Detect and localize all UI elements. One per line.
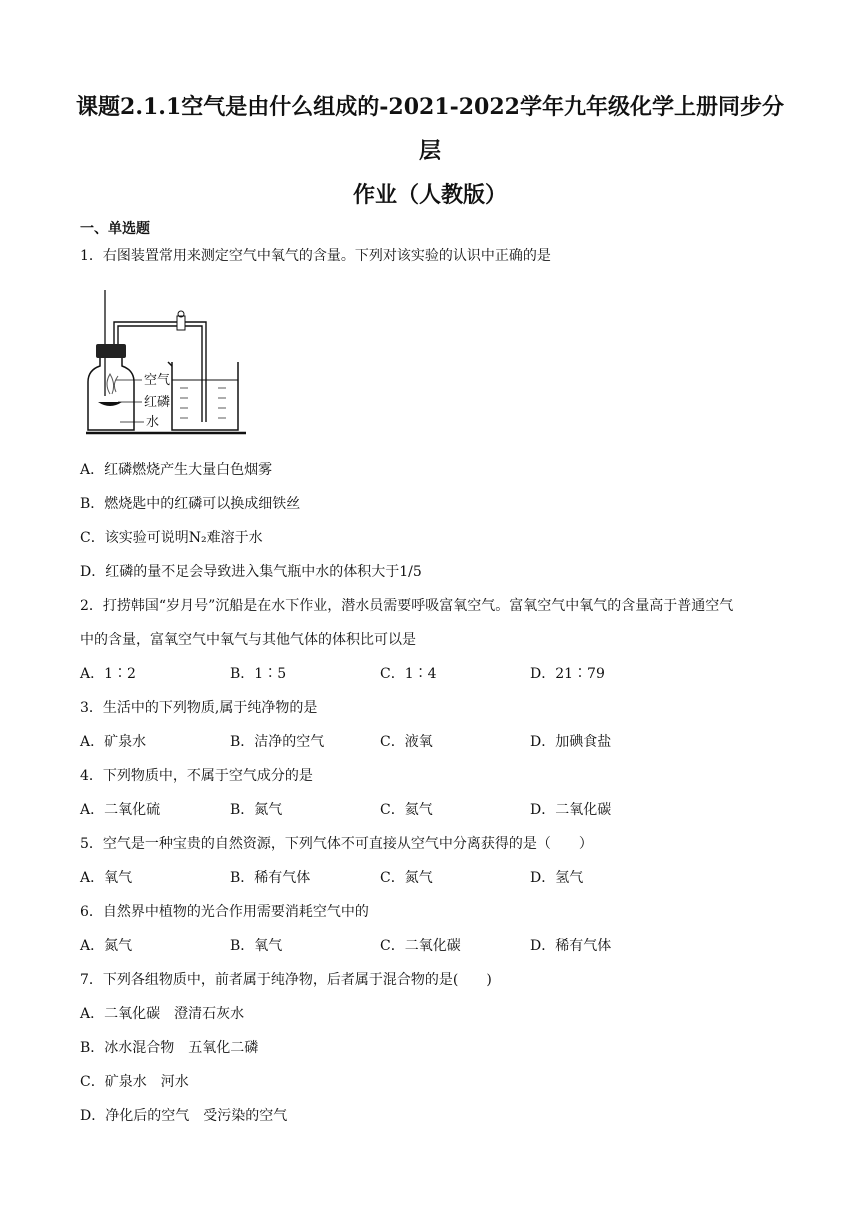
combustion-spoon [98, 402, 122, 406]
figure-label-red-phosphorus: 红磷 [144, 395, 171, 410]
question-3-option-b: B．洁净的空气 [230, 734, 325, 750]
question-5-stem: 5．空气是一种宝贵的自然资源，下列气体不可直接从空气中分离获得的是（ ） [80, 836, 593, 852]
page-title [70, 85, 790, 217]
question-7-option-d: D．净化后的空气 受污染的空气 [80, 1108, 288, 1124]
question-2-stem-line-2: 中的含量，富氧空气中氧气与其他气体的体积比可以是 [80, 632, 416, 648]
figure-label-air: 空气 [144, 373, 171, 388]
question-7-option-b: B．冰水混合物 五氧化二磷 [80, 1040, 259, 1056]
clamp [177, 316, 185, 330]
question-7-stem: 7．下列各组物质中，前者属于纯净物，后者属于混合物的是( ) [80, 972, 492, 988]
question-1-option-c: C．该实验可说明N₂难溶于水 [80, 530, 263, 546]
question-5-option-b: B．稀有气体 [230, 870, 311, 886]
question-2-option-b: B．1∶5 [230, 666, 287, 682]
question-5-option-a: A．氧气 [80, 870, 133, 886]
section-heading: 一、单选题 [80, 221, 150, 237]
question-1-option-a: A．红磷燃烧产生大量白色烟雾 [80, 462, 273, 478]
question-4-option-d: D．二氧化碳 [530, 802, 612, 818]
question-3-option-a: A．矿泉水 [80, 734, 147, 750]
page-title-line-2: 作业（人教版） [352, 182, 507, 208]
question-1-option-b: B．燃烧匙中的红磷可以换成细铁丝 [80, 496, 301, 512]
question-6-option-d: D．稀有气体 [530, 938, 612, 954]
question-1-option-d: D．红磷的量不足会导致进入集气瓶中水的体积大于1/5 [80, 564, 422, 580]
question-3-option-c: C．液氧 [380, 734, 433, 750]
question-2-option-c: C．1∶4 [380, 666, 437, 682]
question-5-option-c: C．氮气 [380, 870, 433, 886]
question-2-option-a: A．1∶2 [80, 666, 136, 682]
question-2-option-d: D．21∶79 [530, 666, 605, 682]
question-6-option-c: C．二氧化碳 [380, 938, 461, 954]
stopper [96, 344, 126, 358]
page-title-line-1: 课题2.1.1空气是由什么组成的-2021-2022学年九年级化学上册同步分层 [76, 94, 784, 164]
question-7-option-a: A．二氧化碳 澄清石灰水 [80, 1006, 245, 1022]
gas-collecting-jar [88, 358, 134, 430]
question-4-option-b: B．氮气 [230, 802, 283, 818]
question-3-option-d: D．加碘食盐 [530, 734, 612, 750]
question-6-stem: 6．自然界中植物的光合作用需要消耗空气中的 [80, 904, 369, 920]
question-1-stem: 1．右图装置常用来测定空气中氧气的含量。下列对该实验的认识中正确的是 [80, 248, 551, 264]
question-4-stem: 4．下列物质中，不属于空气成分的是 [80, 768, 313, 784]
figure-label-water: 水 [146, 415, 160, 430]
question-7-option-c: C．矿泉水 河水 [80, 1074, 189, 1090]
question-4-option-c: C．氦气 [380, 802, 433, 818]
question-5-option-d: D．氢气 [530, 870, 584, 886]
question-4-option-a: A．二氧化硫 [80, 802, 161, 818]
oxygen-content-apparatus-figure [80, 286, 250, 441]
question-6-option-b: B．氧气 [230, 938, 283, 954]
question-6-option-a: A．氮气 [80, 938, 133, 954]
question-3-stem: 3．生活中的下列物质,属于纯净物的是 [80, 700, 318, 716]
beaker [172, 362, 238, 430]
flame-icon [107, 374, 118, 394]
question-2-stem-line-1: 2．打捞韩国“岁月号”沉船是在水下作业，潜水员需要呼吸富氧空气。富氧空气中氧气的含量高于普通空气 [80, 598, 734, 614]
